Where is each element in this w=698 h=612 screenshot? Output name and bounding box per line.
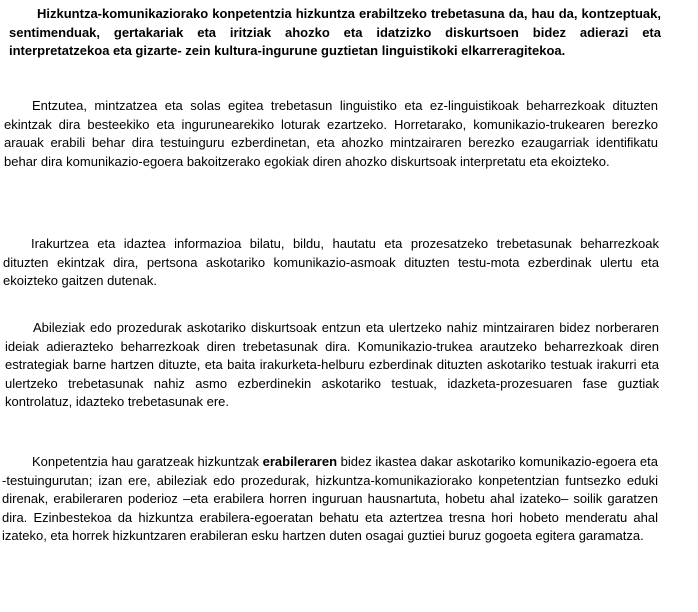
paragraph-text-end: bidez ikastea dakar askotariko komunikazio-egoera eta -testuingurutan; izan ere, abileziak edo prozedurak, hizkuntza-komunikaziorako konpetentzian funtsezko eduki direnak, erabileraren poderioz –eta erabilera horren inguruan hausnartuta, hobetu ahal izateko– soilik garatzen dira. Ezinbestekoa da hizkuntza erabilera-egoeratan behatu eta aztertzea tresna hori hobeto menderatu ahal izateko, eta horrek hizkuntzaren erabileran esku hartzen duten osagai guztiei buruz gogoeta egitera garamatza.: [2, 454, 658, 544]
paragraph-text-start: Konpetentzia hau garatzeak hizkuntzak: [32, 454, 263, 469]
emphasized-term: erabileraren: [262, 454, 338, 469]
paragraph-reading-writing: Irakurtzea eta idaztea informazioa bilatu, bildu, hautatu eta prozesatzeko trebetasunak beharrezkoak dituzten ekintzak dira, pertsona askotariko komunikazio-asmoak dituzten testu-mota ezberdinak ulertu eta ekoizteko gaitzen dutenak.: [3, 236, 659, 289]
paragraph-competence-usage: [2, 453, 658, 546]
lead-paragraph: Hizkuntza-komunikaziorako konpetentzia hizkuntza erabiltzeko trebetasuna da, hau da, kontzeptuak, sentimenduak, gertakariak eta iritziak ahozko eta idatzizko diskurtsoen bidez adierazi eta interpretatzekoa eta gizarte- zein kultura-ingurune guztietan linguistikoki elkarreragitekoa.: [9, 6, 661, 59]
paragraph-skills-procedures: Abileziak edo prozedurak askotariko diskurtsoak entzun eta ulertzeko nahiz mintzairaren bidez norberaren ideiak adierazteko beharrezkoak diren trebetasunak dira. Komunikazio-trukea arautzeko beharrezkoak diren estrategiak barne hartzen dituzte, eta baita irakurketa-helburu ezberdinak dituzten askotariko testuak irakurri eta ulertzeko trebetasunak nahiz asmo ezberdinekin askotariko testuak, idazketa-prozesuaren fase guztiak kontrolatuz, idazteko trebetasunak ere.: [5, 320, 659, 410]
paragraph-listening-speaking: Entzutea, mintzatzea eta solas egitea trebetasun linguistiko eta ez-linguistikoak beharrezkoak dituzten ekintzak dira besteekiko eta ingurunearekiko loturak ezartzeko. Horretarako, komunikazio-trukearen berezko arauak erabili behar dira testuinguru ezberdinetan, eta ahozko mintzairaren berezko ezaugarriak identifikatu behar dira komunikazio-egoera bakoitzerako egokiak diren ahozko diskurtsoak interpretatu eta ekoizteko.: [4, 98, 658, 169]
